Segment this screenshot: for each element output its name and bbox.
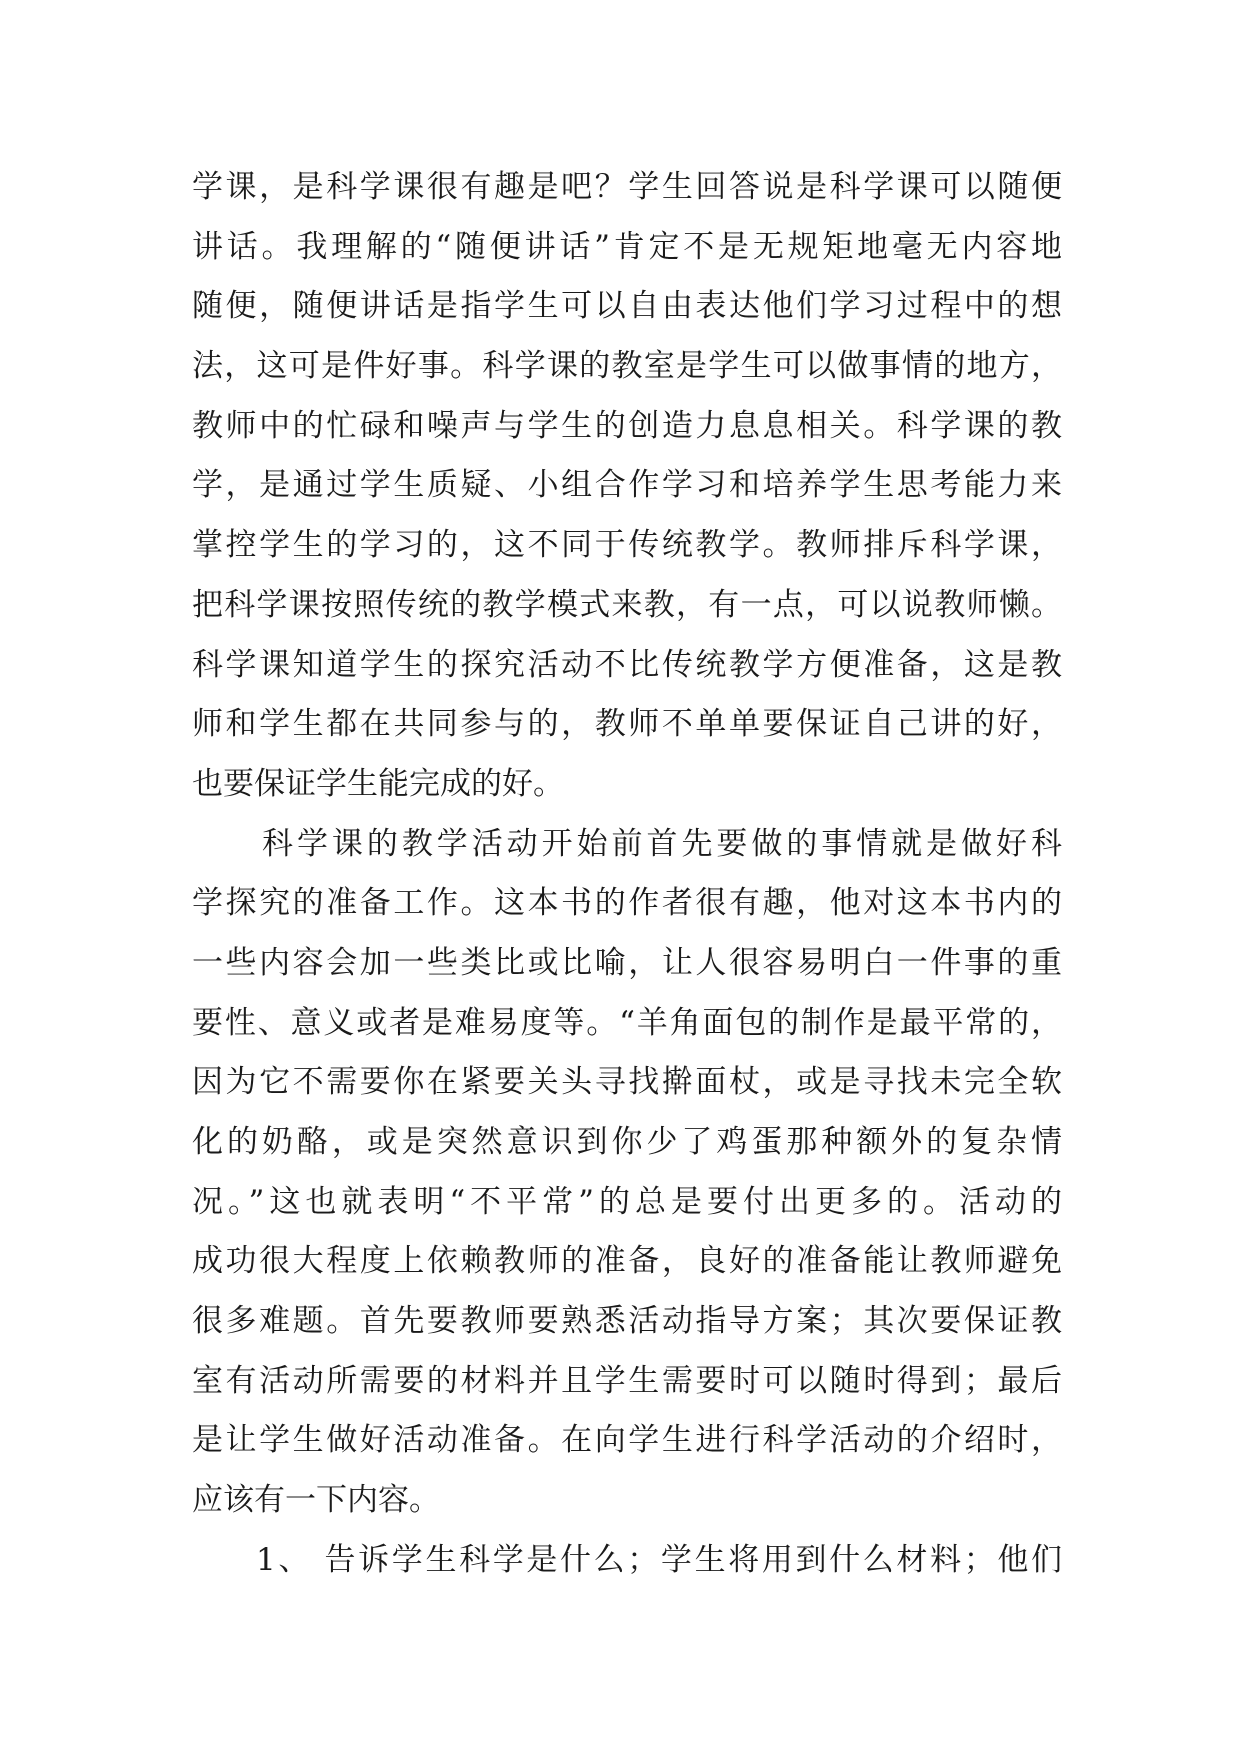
paragraph-line: 很多难题。首先要教师要熟悉活动指导方案；其次要保证教 — [192, 1303, 1062, 1340]
paragraph-line: 因为它不需要你在紧要关头寻找擀面杖，或是寻找未完全软 — [192, 1064, 1062, 1101]
paragraph-line: 学，是通过学生质疑、小组合作学习和培养学生思考能力来 — [192, 467, 1062, 504]
paragraph-line: 是让学生做好活动准备。在向学生进行科学活动的介绍时， — [192, 1422, 1062, 1459]
paragraph-line: 掌控学生的学习的，这不同于传统教学。教师排斥科学课， — [192, 527, 1062, 564]
paragraph-line: 教师中的忙碌和噪声与学生的创造力息息相关。科学课的教 — [192, 407, 1062, 444]
body-text — [192, 158, 1062, 1591]
paragraph-line: 也要保证学生能完成的好。 — [192, 765, 564, 802]
paragraph-line: 一些内容会加一些类比或比喻，让人很容易明白一件事的重 — [192, 944, 1062, 981]
paragraph-line: 法，这可是件好事。科学课的教室是学生可以做事情的地方， — [192, 348, 1062, 385]
paragraph-line: 学课，是科学课很有趣是吧？学生回答说是科学课可以随便 — [192, 169, 1062, 205]
paragraph-line: 况。”这也就表明“不平常”的总是要付出更多的。活动的 — [192, 1183, 1062, 1220]
paragraph-1 — [192, 158, 1062, 815]
paragraph-line: 成功很大程度上依赖教师的准备，良好的准备能让教师避免 — [192, 1243, 1062, 1280]
paragraph-line: 化的奶酪，或是突然意识到你少了鸡蛋那种额外的复杂情 — [192, 1124, 1062, 1160]
list-item — [192, 1531, 1062, 1591]
paragraph-line: 学探究的准备工作。这本书的作者很有趣，他对这本书内的 — [192, 885, 1062, 922]
list-text: 告诉学生科学是什么；学生将用到什么材料；他们 — [324, 1541, 1062, 1578]
paragraph-line: 室有活动所需要的材料并且学生需要时可以随时得到；最后 — [192, 1362, 1062, 1399]
paragraph-line: 讲话。我理解的“随便讲话”肯定不是无规矩地毫无内容地 — [192, 228, 1062, 265]
paragraph-line: 要性、意义或者是难易度等。“羊角面包的制作是最平常的， — [192, 1004, 1062, 1041]
paragraph-line: 科学课知道学生的探究活动不比传统教学方便准备，这是教 — [192, 646, 1062, 683]
paragraph-line: 科学课的教学活动开始前首先要做的事情就是做好科 — [262, 825, 1062, 862]
paragraph-2 — [192, 815, 1062, 1531]
paragraph-line: 师和学生都在共同参与的，教师不单单要保证自己讲的好， — [192, 706, 1062, 743]
paragraph-line: 应该有一下内容。 — [192, 1482, 440, 1519]
list-number: 1、 — [256, 1541, 313, 1578]
paragraph-line: 把科学课按照传统的教学模式来教，有一点，可以说教师懒。 — [192, 586, 1062, 623]
paragraph-line: 随便，随便讲话是指学生可以自由表达他们学习过程中的想 — [192, 288, 1062, 325]
